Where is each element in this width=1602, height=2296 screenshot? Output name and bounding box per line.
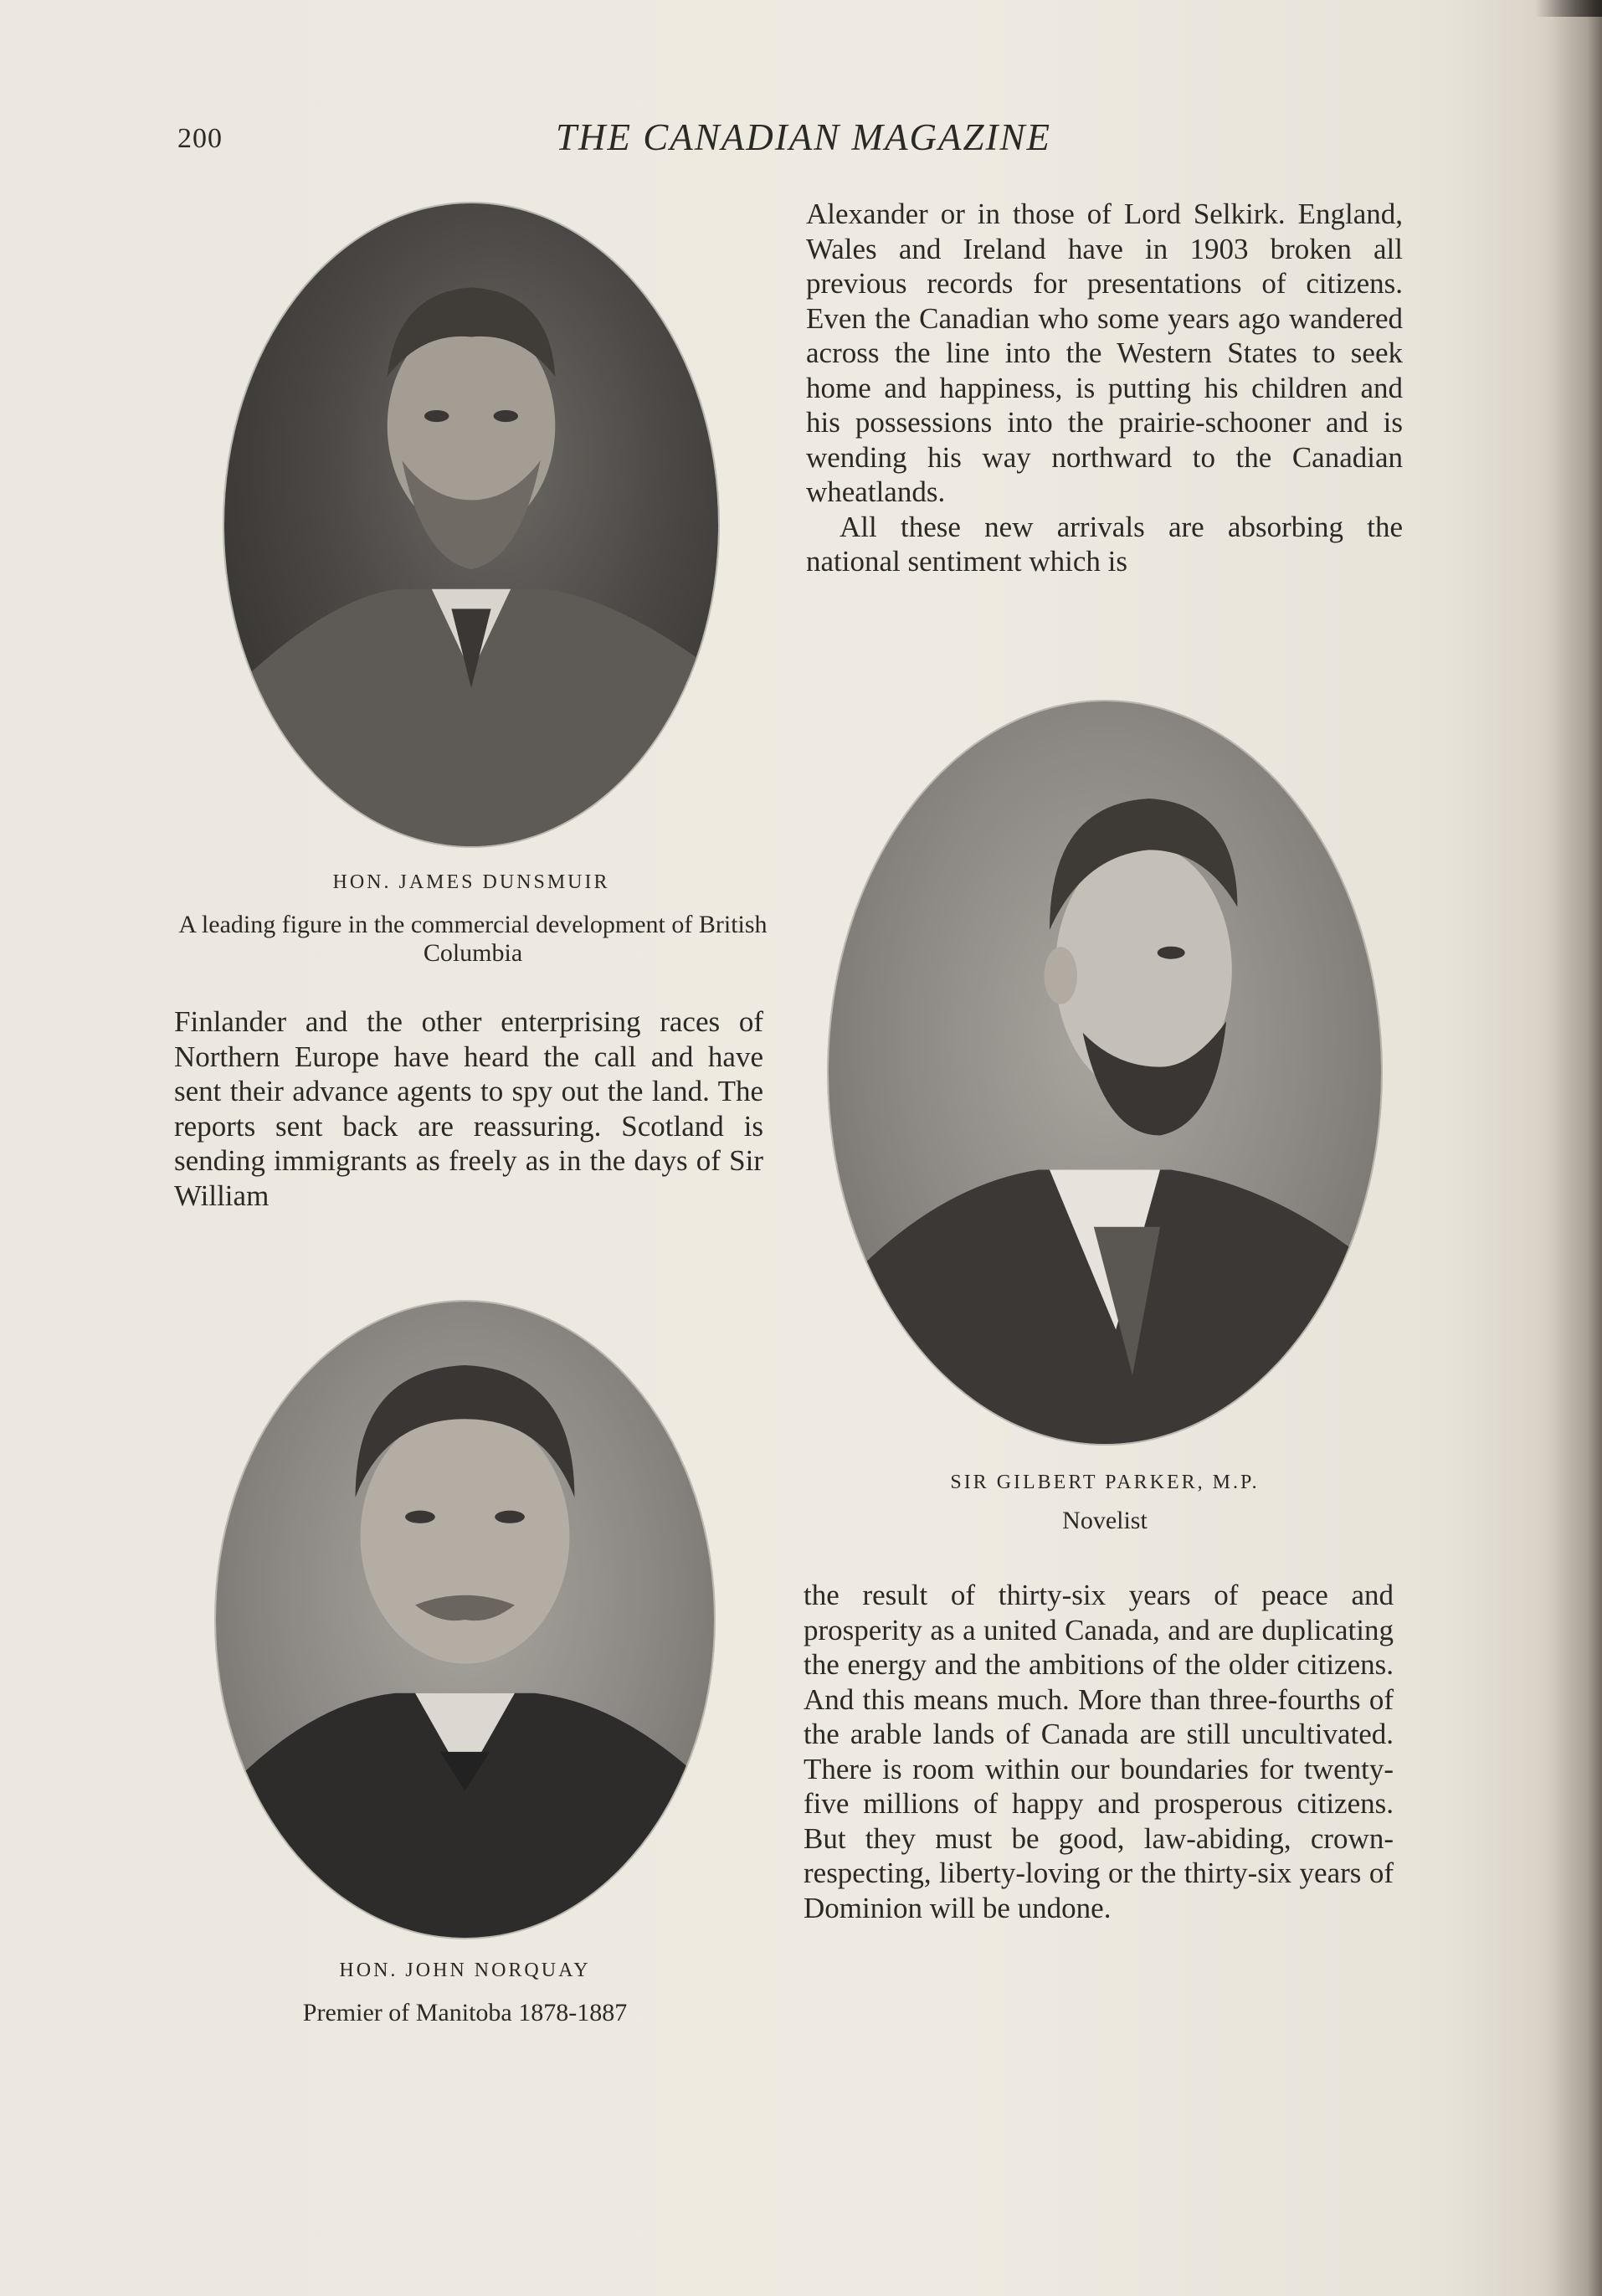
article-text-right-top bbox=[806, 197, 1403, 579]
caption-description-parker: Novelist bbox=[1062, 1507, 1148, 1534]
paragraph: Finlander and the other enterprising races of Northern Europe have heard the call and have sent their advance agents to spy out the land. The reports sent back are reassuring. Scotland is sending immigrants as freely as in the days of Sir William bbox=[174, 1005, 763, 1212]
page-edge-shadow bbox=[1552, 0, 1602, 2296]
page-number: 200 bbox=[177, 123, 223, 154]
portrait-parker bbox=[829, 701, 1381, 1444]
paragraph: Alexander or in those of Lord Selkirk. England, Wales and Ireland have in 1903 broken all previous records for presentations of citizens. Even the Canadian who some years ago wandered across the line into the Western States to seek home and happiness, is putting his children and his possessions into the prairie-schooner and is wending his way northward to the Canadian wheatlands. bbox=[806, 198, 1403, 508]
running-head: THE CANADIAN MAGAZINE bbox=[556, 116, 1051, 158]
article-text-left-middle bbox=[174, 1004, 763, 1213]
paragraph: the result of thirty-six years of peace and prosperity as a united Canada, and are duplicating the energy and the ambitions of the older citizens. And this means much. More than three-fourths of the arable lands of Canada are still uncultivated. There is room within our boundaries for twenty-five millions of happy and prosperous citizens. But they must be good, law-abiding, crown-respecting, liberty-loving or the thirty-six years of Dominion will be undone. bbox=[804, 1579, 1394, 1924]
caption-name-dunsmuir: HON. JAMES DUNSMUIR bbox=[332, 871, 610, 893]
page-corner-shadow bbox=[1535, 0, 1602, 17]
portrait-dunsmuir bbox=[224, 203, 718, 846]
caption-name-norquay: HON. JOHN NORQUAY bbox=[339, 1960, 591, 1981]
portrait-figure-norquay bbox=[216, 1302, 714, 1938]
portrait-figure-dunsmuir bbox=[224, 203, 718, 846]
portrait-figure-parker bbox=[829, 701, 1381, 1444]
portrait-norquay bbox=[216, 1302, 714, 1938]
caption-name-parker: SIR GILBERT PARKER, M.P. bbox=[950, 1472, 1260, 1493]
article-text-right-bottom bbox=[804, 1578, 1394, 1925]
caption-description-dunsmuir: A leading figure in the commercial development of British Columbia bbox=[178, 911, 768, 967]
paragraph: All these new arrivals are absorbing the national sentiment which is bbox=[806, 510, 1403, 578]
caption-description-norquay: Premier of Manitoba 1878-1887 bbox=[302, 1999, 628, 2026]
